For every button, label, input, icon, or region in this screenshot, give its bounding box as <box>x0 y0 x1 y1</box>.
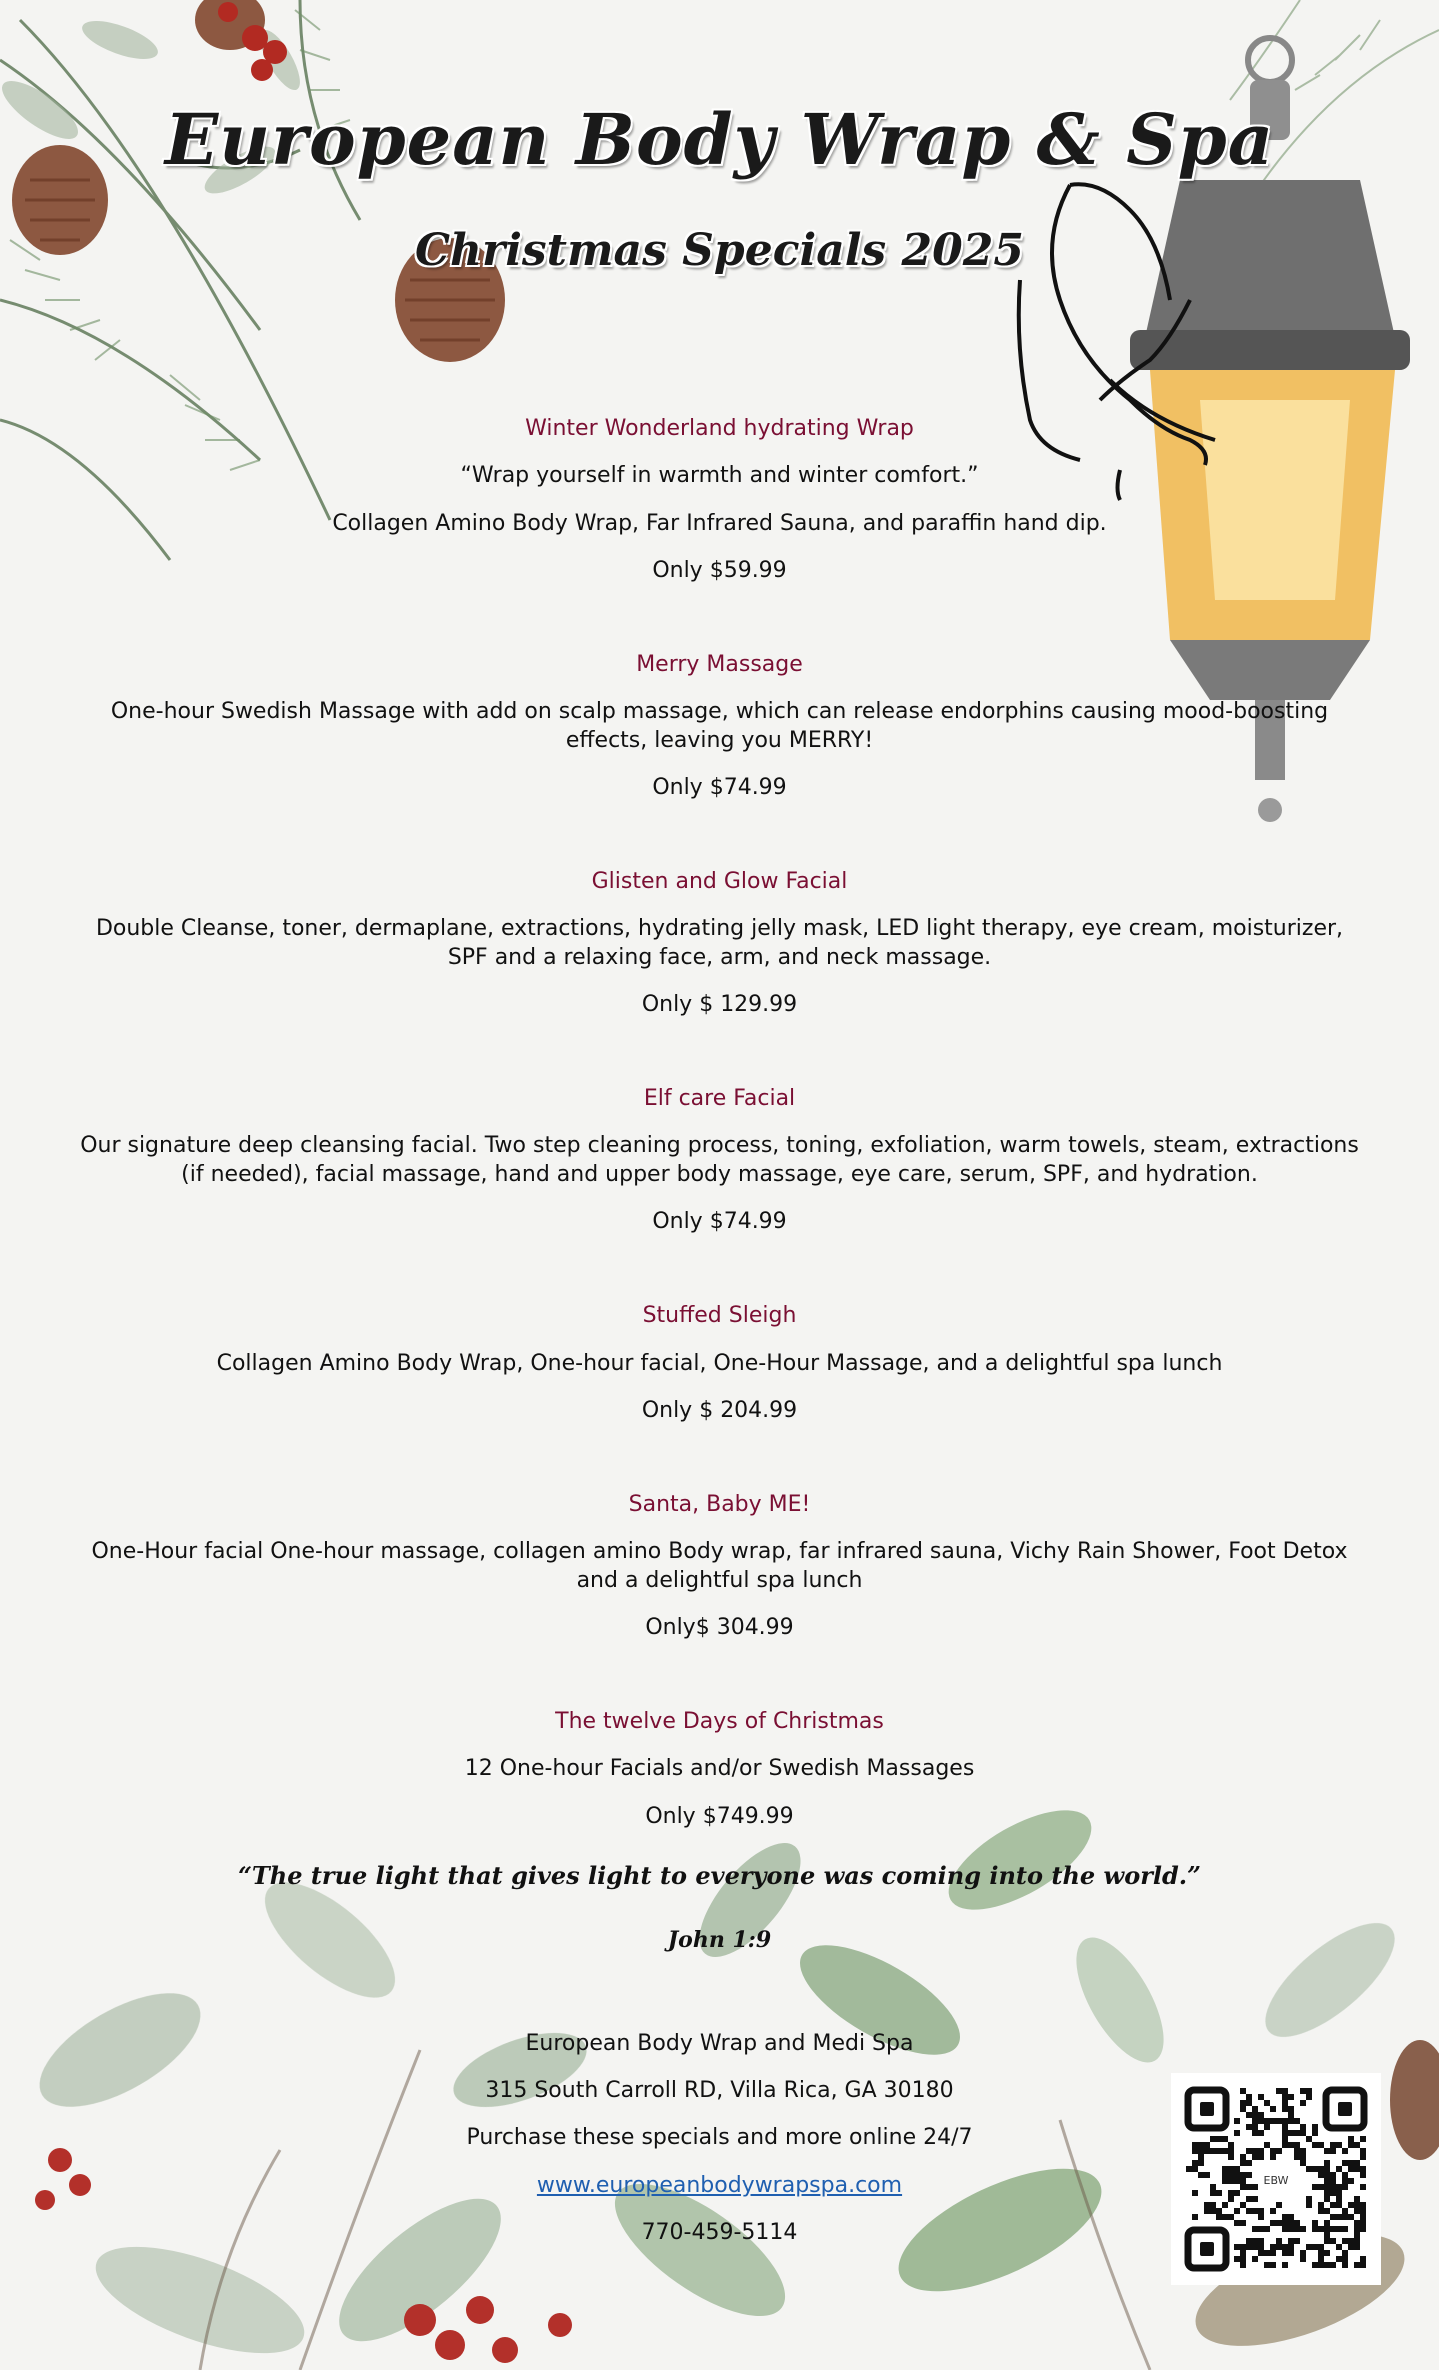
business-address: 315 South Carroll RD, Villa Rica, GA 30180 <box>485 2078 954 2103</box>
special-price: Only $59.99 <box>652 558 787 583</box>
special-title-twelve-days: The twelve Days of Christmas <box>555 1709 884 1734</box>
website-wrapper <box>80 2171 1359 2200</box>
special-price: Only $749.99 <box>645 1804 794 1829</box>
special-description: Double Cleanse, toner, dermaplane, extractions, hydrating jelly mask, LED light therapy, eye cream, moisturizer, SPF and a relaxing face, arm, and neck massage. <box>95 916 1344 970</box>
bible-quote: “The true light that gives light to everyone was coming into the world.” <box>238 1861 1201 1890</box>
special-price: Only $74.99 <box>652 775 787 800</box>
website-link[interactable]: www.europeanbodywrapspa.com <box>536 2173 903 2198</box>
phone-number[interactable]: 770-459-5114 <box>641 2220 798 2245</box>
qr-logo-text: EBW <box>1263 2174 1289 2187</box>
special-title-santa-baby: Santa, Baby ME! <box>628 1492 811 1517</box>
special-price: Only $ 129.99 <box>641 992 798 1017</box>
page-title: European Body Wrap & Spa <box>164 98 1275 181</box>
special-description: Our signature deep cleansing facial. Two step cleaning process, toning, exfoliation, warm towels, steam, extractions (if needed), facial massage, hand and upper body massage, eye care, serum, SPF, and hydration. <box>80 1133 1359 1187</box>
special-price: Only $74.99 <box>652 1209 787 1234</box>
bible-reference: John 1:9 <box>667 1927 772 1953</box>
special-description: 12 One-hour Facials and/or Swedish Massages <box>464 1756 975 1781</box>
page-subtitle: Christmas Specials 2025 <box>415 225 1024 276</box>
special-title-elf-care: Elf care Facial <box>643 1086 796 1111</box>
special-description: One-Hour facial One-hour massage, collagen amino Body wrap, far infrared sauna, Vichy Rain Shower, Foot Detox and a delightful spa lunch <box>91 1539 1348 1593</box>
business-name: European Body Wrap and Medi Spa <box>525 2031 914 2056</box>
special-price: Only $ 204.99 <box>641 1398 798 1423</box>
special-title-merry-massage: Merry Massage <box>636 652 803 677</box>
pinecone-icon <box>1390 2040 1439 2160</box>
qr-code[interactable] <box>1171 2073 1381 2285</box>
special-description: Collagen Amino Body Wrap, Far Infrared Sauna, and paraffin hand dip. <box>332 511 1107 536</box>
special-description: Collagen Amino Body Wrap, One-hour facial, One-Hour Massage, and a delightful spa lunch <box>216 1351 1223 1376</box>
special-title-glisten-glow: Glisten and Glow Facial <box>591 869 848 894</box>
special-tagline: “Wrap yourself in warmth and winter comfort.” <box>460 463 979 488</box>
qr-code-icon <box>1171 2073 1381 2285</box>
special-title-stuffed-sleigh: Stuffed Sleigh <box>642 1303 797 1328</box>
special-description: One-hour Swedish Massage with add on scalp massage, which can release endorphins causing mood-boosting effects, leaving you MERRY! <box>110 699 1329 753</box>
special-price: Only$ 304.99 <box>645 1615 794 1640</box>
purchase-cta: Purchase these specials and more online 24/7 <box>466 2125 973 2150</box>
special-title-winter-wonderland: Winter Wonderland hydrating Wrap <box>525 416 914 441</box>
